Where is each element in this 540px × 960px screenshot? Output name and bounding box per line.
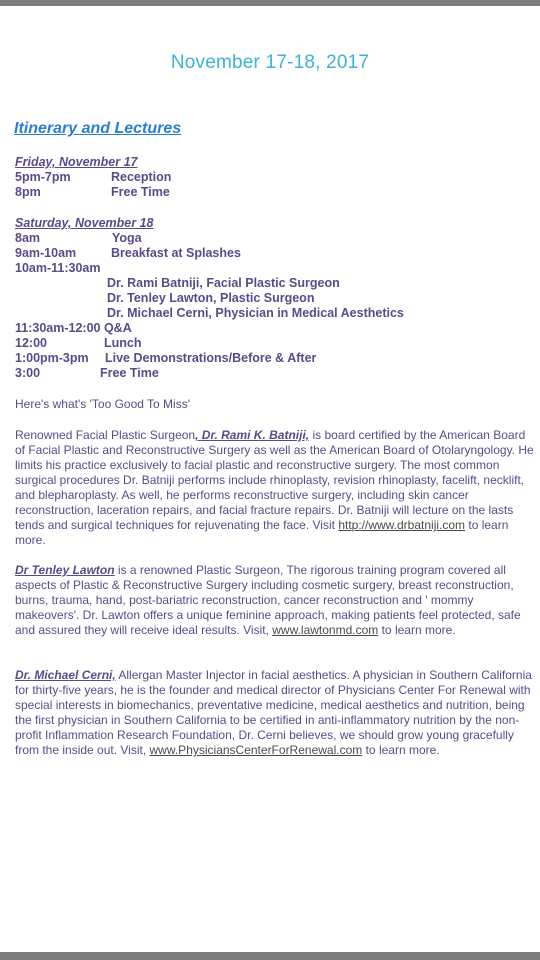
bio-text: to learn more. — [15, 518, 509, 547]
schedule-row — [15, 170, 172, 185]
schedule-time: 5pm-7pm — [15, 170, 71, 184]
schedule-row — [15, 276, 340, 291]
schedule-time: 12:00 — [15, 336, 47, 350]
bio-text: Allergan Master Injector in facial aesthetics. A physician in Southern California for thirty-five years, he is the founder and medical director of Physicians Center For Renewal with special interests in biomechanics, preventative medicine, medical aesthetics and nutrition, being the first physician in Southern California to be certified in anti-inflammatory nutrition by the non-profit Inflammation Research Foundation, Dr. Cerni believes, we should grow young gracefully from the inside out. Visit, — [15, 668, 532, 757]
schedule-time: 3:00 — [15, 366, 41, 380]
schedule-time: 9am-10am — [15, 246, 77, 260]
schedule-row — [15, 185, 170, 200]
schedule-desc: Free Time — [100, 366, 159, 380]
bio-batniji — [15, 428, 535, 548]
bio-text: is board certified by the American Board of Facial Plastic and Reconstructive Surgery as well as the American Board of Otolaryngology. He limits his practice exclusively to facial plastic and reconstructive surgery. The most common surgical procedures Dr. Batniji performs include rhinoplasty, revision rhinoplasty, facelift, necklift, and blepharoplasty. As well, he performs reconstructive surgery, including skin cancer reconstruction, laceration repairs, and facial fracture repairs. Dr. Batniji will lecture on the lasts tends and surgical techniques for rejuvenating the face. Visit — [15, 428, 534, 532]
top-border — [0, 0, 540, 6]
schedule-time: 8am — [15, 231, 41, 245]
schedule-desc: Lunch — [104, 336, 142, 350]
bio-name: Dr. Michael Cerni, — [15, 668, 116, 682]
schedule-desc: Dr. Rami Batniji, Facial Plastic Surgeon — [107, 276, 340, 290]
bio-text: to learn more. — [362, 743, 440, 757]
bio-text: Renowned Facial Plastic Surgeon — [15, 428, 196, 442]
schedule-time: 11:30am-12:00 Q&A — [15, 321, 132, 335]
schedule-row — [15, 231, 153, 246]
friday-heading: Friday, November 17 — [15, 155, 138, 169]
itinerary-title: Itinerary and Lectures — [14, 120, 182, 137]
bio-name: Dr Tenley Lawton — [15, 563, 115, 577]
schedule-row — [15, 306, 404, 321]
schedule-desc: Reception — [111, 170, 172, 184]
bio-lawton — [15, 563, 535, 638]
saturday-schedule — [15, 216, 404, 381]
schedule-row — [15, 336, 153, 351]
schedule-desc: Dr. Tenley Lawton, Plastic Surgeon — [107, 291, 315, 305]
batniji-link[interactable]: http://www.drbatniji.com — [338, 518, 466, 532]
cerni-link[interactable]: www.PhysiciansCenterForRenewal.com — [149, 743, 363, 757]
schedule-row — [15, 246, 241, 261]
schedule-row — [15, 366, 159, 381]
schedule-desc: Dr. Michael Cerni, Physician in Medical Aesthetics — [107, 306, 404, 320]
bio-text: is a renowned Plastic Surgeon, The rigorous training program covered all aspects of Plastic & Reconstructive Surgery including cosmetic surgery, breast reconstruction, burns, trauma, hand, post-bariatric reconstruction, cancer reconstruction and ' mommy makeovers'. Dr. Lawton offers a unique feminine approach, making patients feel protected, safe and assured they will receive ideal results. Visit, — [15, 563, 521, 637]
schedule-row — [15, 321, 153, 336]
bio-cerni — [15, 668, 535, 758]
friday-schedule — [15, 155, 172, 200]
schedule-desc: Yoga — [112, 231, 142, 245]
schedule-desc: Live Demonstrations/Before & After — [105, 351, 317, 365]
event-date: November 17-18, 2017 — [170, 52, 370, 73]
schedule-time: 1:00pm-3pm — [15, 351, 89, 365]
bio-text: to learn more. — [378, 623, 456, 637]
schedule-row — [15, 351, 317, 366]
bio-name: , Dr. Rami K. Batniji, — [195, 428, 310, 442]
schedule-time: 10am-11:30am — [15, 261, 101, 275]
too-good-to-miss-note: Here's what's 'Too Good To Miss' — [15, 397, 191, 411]
schedule-desc: Breakfast at Splashes — [111, 246, 241, 260]
schedule-row — [15, 261, 153, 276]
lawton-link[interactable]: www.lawtonmd.com — [272, 623, 379, 637]
schedule-desc: Free Time — [111, 185, 170, 199]
schedule-time: 8pm — [15, 185, 41, 199]
schedule-row — [15, 291, 315, 306]
bottom-border — [0, 952, 540, 960]
saturday-heading: Saturday, November 18 — [15, 216, 154, 230]
